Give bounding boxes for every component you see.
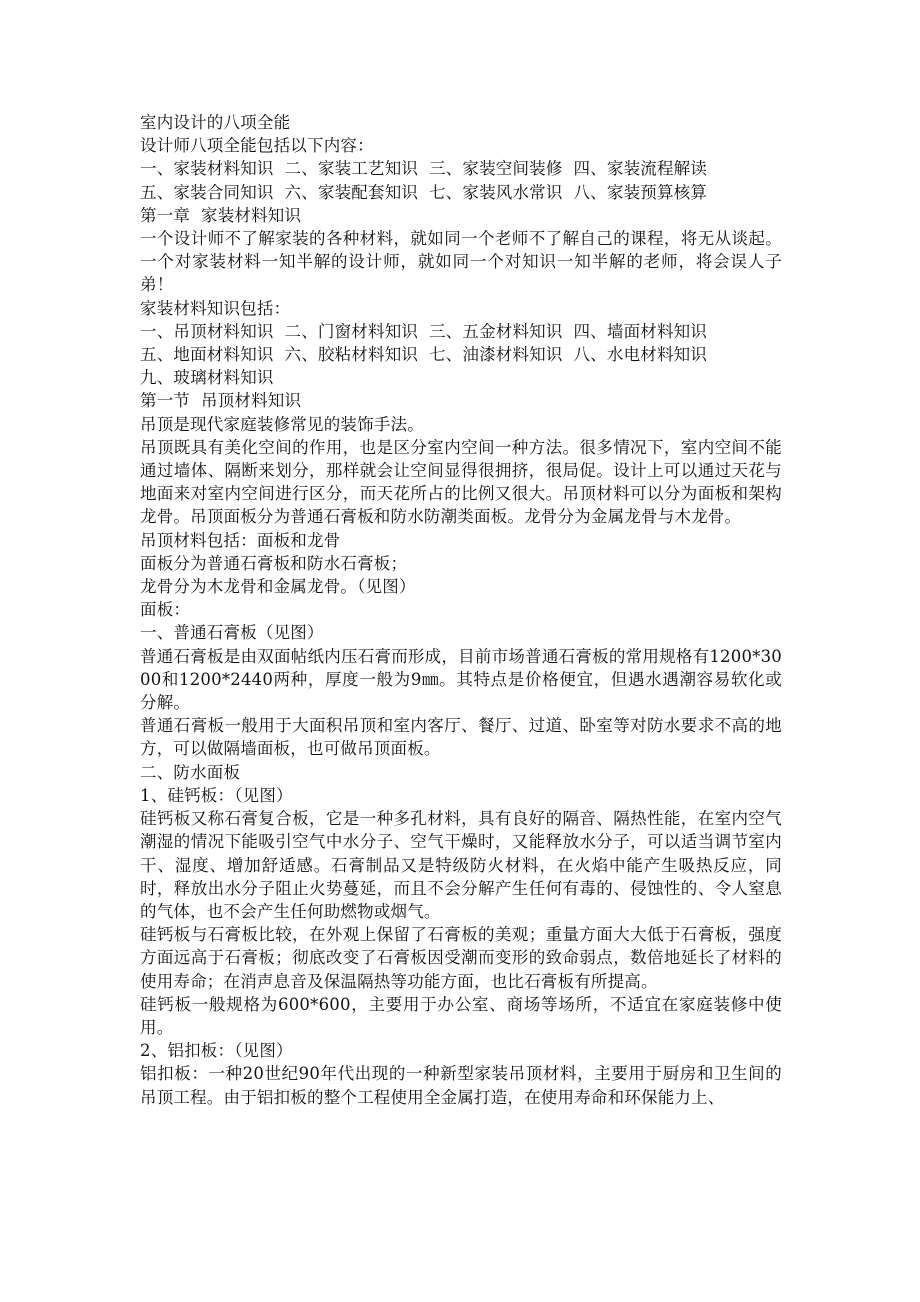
paragraph: 吊顶是现代家庭装修常见的装饰手法。 bbox=[140, 414, 424, 434]
section-title: 第一节 吊顶材料知识 bbox=[140, 391, 302, 411]
chapter-title: 第一章 家装材料知识 bbox=[140, 205, 302, 225]
item-title: 二、防水面板 bbox=[140, 762, 241, 782]
paragraph: 硅钙板与石膏板比较，在外观上保留了石膏板的美观；重量方面大大低于石膏板，强度方面远高于石膏板；彻底改变了石膏板因受潮而变形的致命弱点，数倍地延长了材料的使用寿命；在消声息音及保温隔热等功能方面，也比石膏板有所提高。 bbox=[140, 925, 782, 991]
paragraph: 普通石膏板一般用于大面积吊顶和室内客厅、餐厅、过道、卧室等对防水要求不高的地方，可以做隔墙面板，也可做吊顶面板。 bbox=[140, 716, 782, 759]
sub-item-title: 1、硅钙板：（见图） bbox=[140, 785, 293, 805]
paragraph: 普通石膏板是由双面帖纸内压石膏而形成，目前市场普通石膏板的常用规格有1200*3000和1200*2440两种，厚度一般为9㎜。其特点是价格便宜，但遇水遇潮容易软化或分解。 bbox=[140, 646, 782, 713]
document-title: 室内设计的八项全能 bbox=[140, 113, 291, 132]
document-body bbox=[140, 111, 782, 1109]
paragraph: 硅钙板又称石膏复合板，它是一种多孔材料，具有良好的隔音、隔热性能，在室内空气潮湿的情况下能吸引空气中水分子、空气干燥时，又能释放水分子，可以适当调节室内干、湿度、增加舒适感。石膏制品又是特级防火材料，在火焰中能产生吸热反应，同时，释放出水分子阻止火势蔓延，而且不会分解产生任何有毒的、侵蚀性的、令人窒息的气体，也不会产生任何助燃物或烟气。 bbox=[140, 809, 782, 921]
intro-text: 设计师八项全能包括以下内容： bbox=[140, 136, 374, 156]
paragraph: 一个设计师不了解家装的各种材料，就如同一个老师不了解自己的课程，将无从谈起。一个对家装材料一知半解的设计师，就如同一个对知识一知半解的老师，将会误人子弟！ bbox=[140, 229, 782, 295]
paragraph: 硅钙板一般规格为600*600，主要用于办公室、商场等场所，不适宜在家庭装修中使用。 bbox=[140, 994, 782, 1037]
item-title: 一、普通石膏板（见图） bbox=[140, 623, 324, 643]
materials-intro: 家装材料知识包括： bbox=[140, 298, 291, 318]
paragraph: 龙骨分为木龙骨和金属龙骨。（见图） bbox=[140, 577, 416, 597]
paragraph: 吊顶既具有美化空间的作用，也是区分室内空间一种方法。很多情况下，室内空间不能通过墙体、隔断来划分，那样就会让空间显得很拥挤，很局促。设计上可以通过天花与地面来对室内空间进行区分，而天花所占的比例又很大。吊顶材料可以分为面板和架构龙骨。吊顶面板分为普通石膏板和防水防潮类面板。龙骨分为金属龙骨与木龙骨。 bbox=[140, 437, 782, 527]
list-item: 五、地面材料知识 六、胶粘材料知识 七、油漆材料知识 八、水电材料知识 bbox=[140, 345, 708, 365]
sub-item-title: 2、铝扣板：（见图） bbox=[140, 1041, 293, 1061]
paragraph: 吊顶材料包括：面板和龙骨 bbox=[140, 530, 341, 550]
list-item: 一、吊顶材料知识 二、门窗材料知识 三、五金材料知识 四、墙面材料知识 bbox=[140, 321, 708, 341]
list-item: 一、家装材料知识 二、家装工艺知识 三、家装空间装修 四、家装流程解读 bbox=[140, 159, 708, 179]
list-item: 五、家装合同知识 六、家装配套知识 七、家装风水常识 八、家装预算核算 bbox=[140, 182, 708, 202]
list-item: 九、玻璃材料知识 bbox=[140, 368, 274, 388]
paragraph: 铝扣板：一种20世纪90年代出现的一种新型家装吊顶材料，主要用于厨房和卫生间的吊顶工程。由于铝扣板的整个工程使用全金属打造，在使用寿命和环保能力上、 bbox=[140, 1064, 782, 1107]
paragraph: 面板分为普通石膏板和防水石膏板； bbox=[140, 553, 408, 573]
subheading: 面板： bbox=[140, 600, 191, 620]
